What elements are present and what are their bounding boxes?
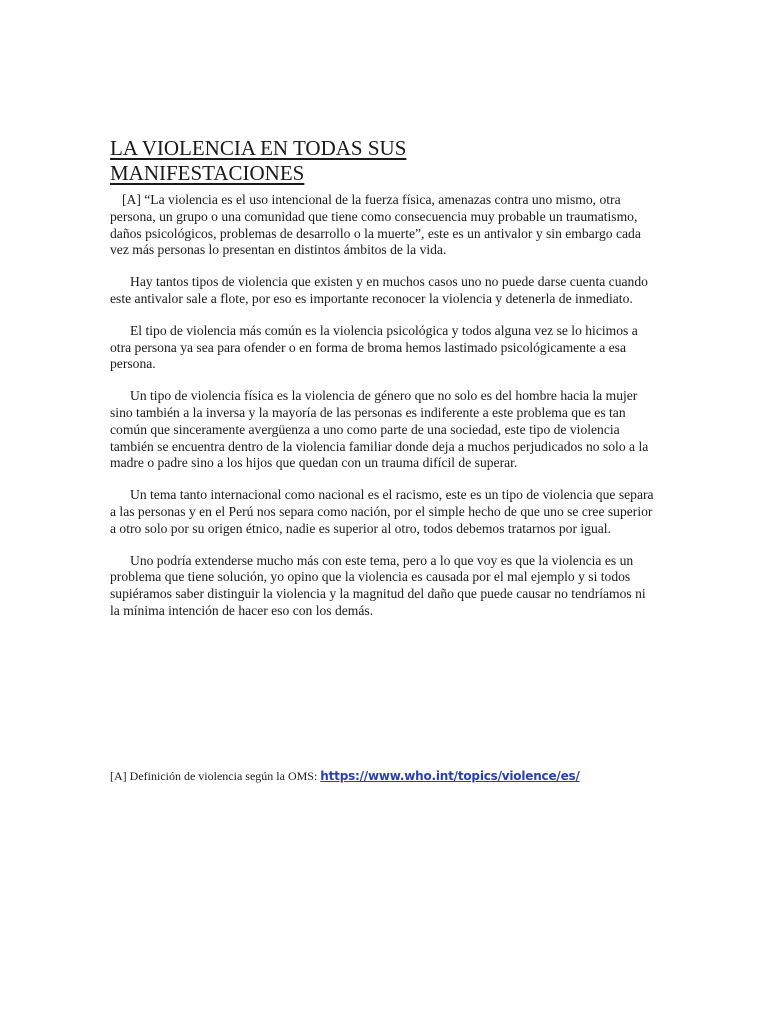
footnote-label: [A] Definición de violencia según la OMS: xyxy=(110,769,321,783)
paragraph-6: Uno podría extenderse mucho más con este tema, pero a lo que voy es que la violencia es un problema que tiene solución, yo opino que la violencia es causada por el mal ejemplo y si todos supiéramos saber distinguir la violencia y la magnitud del daño que puede causar no tendríamos ni la mínima intención de hacer eso con los demás. xyxy=(110,552,646,618)
title-line-2: MANIFESTACIONES xyxy=(110,161,305,185)
document-body xyxy=(110,136,658,635)
footnote-link[interactable]: https://www.who.int/topics/violence/es/ xyxy=(320,769,580,783)
paragraph-4: Un tipo de violencia física es la violencia de género que no solo es del hombre hacia la mujer sino también a la inversa y la mayoría de las personas es indiferente a este problema que es tan común que sinceramente avergüenza a uno como parte de una sociedad, este tipo de violencia también se encuentra dentro de la violencia familiar donde deja a muchos perjudicados no solo a la madre o padre sino a los hijos que quedan con un trauma difícil de superar. xyxy=(110,388,649,471)
paragraph-1: [A] “La violencia es el uso intencional de la fuerza física, amenazas contra uno mismo, otra persona, un grupo o una comunidad que tiene como consecuencia muy probable un traumatismo, daños psicológicos, problemas de desarrollo o la muerte”, este es un antivalor y sin embargo cada vez más personas lo presentan en distintos ámbitos de la vida. xyxy=(110,192,641,258)
paragraph-3: El tipo de violencia más común es la violencia psicológica y todos alguna vez se lo hicimos a otra persona ya sea para ofender o en forma de broma hemos lastimado psicológicamente a esa persona. xyxy=(110,322,638,372)
document-title xyxy=(110,136,658,186)
paragraph-5: Un tema tanto internacional como nacional es el racismo, este es un tipo de violencia que separa a las personas y en el Perú nos separa como nación, por el simple hecho de que uno se cree superior a otro solo por su origen étnico, nadie es superior al otro, todos debemos tratarnos por igual. xyxy=(110,487,654,536)
paragraph-2: Hay tantos tipos de violencia que existen y en muchos casos uno no puede darse cuenta cuando este antivalor sale a flote, por eso es importante reconocer la violencia y detenerla de inmediato. xyxy=(110,274,648,306)
title-line-1: LA VIOLENCIA EN TODAS SUS xyxy=(110,136,407,160)
footnote xyxy=(110,768,670,784)
